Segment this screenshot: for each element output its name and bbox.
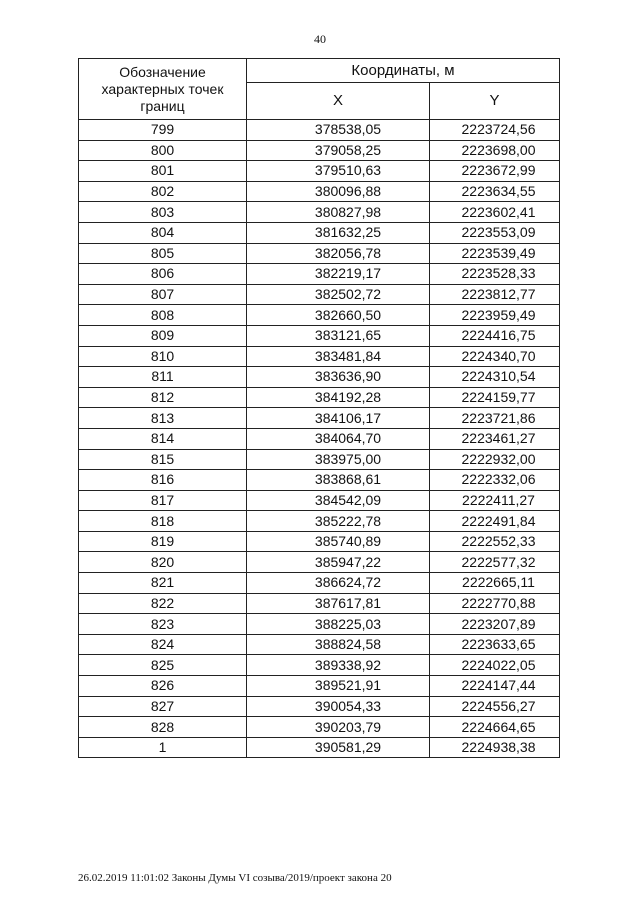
table-row [79, 531, 560, 552]
point-cell: 812 [79, 387, 247, 408]
table-row [79, 634, 560, 655]
table-row [79, 161, 560, 182]
point-cell: 803 [79, 202, 247, 223]
table-row [79, 490, 560, 511]
x-coordinate-cell: 378538,05 [247, 120, 430, 141]
point-cell: 811 [79, 367, 247, 388]
table-row [79, 408, 560, 429]
point-cell: 810 [79, 346, 247, 367]
x-coordinate-cell: 386624,72 [247, 573, 430, 594]
header-y: Y [430, 82, 560, 119]
x-coordinate-cell: 379058,25 [247, 140, 430, 161]
y-coordinate-cell: 2223461,27 [430, 428, 560, 449]
x-coordinate-cell: 390054,33 [247, 696, 430, 717]
x-coordinate-cell: 383975,00 [247, 449, 430, 470]
table-row [79, 325, 560, 346]
table-row [79, 552, 560, 573]
point-cell: 799 [79, 120, 247, 141]
point-cell: 801 [79, 161, 247, 182]
y-coordinate-cell: 2222770,88 [430, 593, 560, 614]
y-coordinate-cell: 2223721,86 [430, 408, 560, 429]
y-coordinate-cell: 2223724,56 [430, 120, 560, 141]
header-coordinates: Координаты, м [247, 59, 560, 83]
point-cell: 804 [79, 222, 247, 243]
table-row [79, 573, 560, 594]
table-row [79, 284, 560, 305]
point-cell: 813 [79, 408, 247, 429]
y-coordinate-cell: 2223959,49 [430, 305, 560, 326]
point-cell: 820 [79, 552, 247, 573]
y-coordinate-cell: 2223633,65 [430, 634, 560, 655]
table-row [79, 614, 560, 635]
x-coordinate-cell: 385740,89 [247, 531, 430, 552]
y-coordinate-cell: 2224416,75 [430, 325, 560, 346]
coordinates-table [78, 58, 560, 758]
table-row [79, 593, 560, 614]
y-coordinate-cell: 2224556,27 [430, 696, 560, 717]
table-row [79, 367, 560, 388]
y-coordinate-cell: 2223553,09 [430, 222, 560, 243]
y-coordinate-cell: 2222332,06 [430, 470, 560, 491]
header-point-designation: Обозначение характерных точек границ [79, 59, 247, 120]
x-coordinate-cell: 382660,50 [247, 305, 430, 326]
x-coordinate-cell: 384542,09 [247, 490, 430, 511]
y-coordinate-cell: 2223634,55 [430, 181, 560, 202]
table-row [79, 222, 560, 243]
x-coordinate-cell: 384192,28 [247, 387, 430, 408]
table-row [79, 264, 560, 285]
x-coordinate-cell: 385947,22 [247, 552, 430, 573]
x-coordinate-cell: 384106,17 [247, 408, 430, 429]
y-coordinate-cell: 2223207,89 [430, 614, 560, 635]
table-row [79, 387, 560, 408]
table-row [79, 243, 560, 264]
point-cell: 815 [79, 449, 247, 470]
y-coordinate-cell: 2222577,32 [430, 552, 560, 573]
y-coordinate-cell: 2224340,70 [430, 346, 560, 367]
point-cell: 1 [79, 737, 247, 758]
point-cell: 805 [79, 243, 247, 264]
x-coordinate-cell: 382219,17 [247, 264, 430, 285]
y-coordinate-cell: 2222411,27 [430, 490, 560, 511]
x-coordinate-cell: 390581,29 [247, 737, 430, 758]
x-coordinate-cell: 379510,63 [247, 161, 430, 182]
x-coordinate-cell: 383868,61 [247, 470, 430, 491]
y-coordinate-cell: 2223528,33 [430, 264, 560, 285]
table-row [79, 428, 560, 449]
point-cell: 822 [79, 593, 247, 614]
point-cell: 806 [79, 264, 247, 285]
x-coordinate-cell: 384064,70 [247, 428, 430, 449]
x-coordinate-cell: 382056,78 [247, 243, 430, 264]
y-coordinate-cell: 2224147,44 [430, 676, 560, 697]
point-cell: 814 [79, 428, 247, 449]
point-cell: 827 [79, 696, 247, 717]
point-cell: 819 [79, 531, 247, 552]
y-coordinate-cell: 2223602,41 [430, 202, 560, 223]
x-coordinate-cell: 387617,81 [247, 593, 430, 614]
x-coordinate-cell: 380827,98 [247, 202, 430, 223]
table-row [79, 181, 560, 202]
x-coordinate-cell: 382502,72 [247, 284, 430, 305]
y-coordinate-cell: 2223672,99 [430, 161, 560, 182]
point-cell: 828 [79, 717, 247, 738]
point-cell: 826 [79, 676, 247, 697]
point-cell: 807 [79, 284, 247, 305]
table-row [79, 470, 560, 491]
x-coordinate-cell: 383636,90 [247, 367, 430, 388]
point-cell: 808 [79, 305, 247, 326]
point-cell: 825 [79, 655, 247, 676]
table-row [79, 305, 560, 326]
x-coordinate-cell: 385222,78 [247, 511, 430, 532]
x-coordinate-cell: 388824,58 [247, 634, 430, 655]
x-coordinate-cell: 389521,91 [247, 676, 430, 697]
point-cell: 809 [79, 325, 247, 346]
y-coordinate-cell: 2223698,00 [430, 140, 560, 161]
table-row [79, 140, 560, 161]
table-row [79, 511, 560, 532]
point-cell: 800 [79, 140, 247, 161]
y-coordinate-cell: 2224159,77 [430, 387, 560, 408]
y-coordinate-cell: 2222932,00 [430, 449, 560, 470]
table-row [79, 696, 560, 717]
header-x: X [247, 82, 430, 119]
y-coordinate-cell: 2224938,38 [430, 737, 560, 758]
x-coordinate-cell: 390203,79 [247, 717, 430, 738]
x-coordinate-cell: 389338,92 [247, 655, 430, 676]
table-row [79, 202, 560, 223]
point-cell: 817 [79, 490, 247, 511]
y-coordinate-cell: 2222552,33 [430, 531, 560, 552]
y-coordinate-cell: 2222665,11 [430, 573, 560, 594]
table-row [79, 120, 560, 141]
x-coordinate-cell: 381632,25 [247, 222, 430, 243]
table-body [79, 120, 560, 758]
point-cell: 802 [79, 181, 247, 202]
table-row [79, 346, 560, 367]
point-cell: 821 [79, 573, 247, 594]
x-coordinate-cell: 380096,88 [247, 181, 430, 202]
table-row [79, 449, 560, 470]
table-row [79, 717, 560, 738]
y-coordinate-cell: 2223539,49 [430, 243, 560, 264]
point-cell: 823 [79, 614, 247, 635]
x-coordinate-cell: 383121,65 [247, 325, 430, 346]
point-cell: 824 [79, 634, 247, 655]
y-coordinate-cell: 2224664,65 [430, 717, 560, 738]
x-coordinate-cell: 388225,03 [247, 614, 430, 635]
y-coordinate-cell: 2222491,84 [430, 511, 560, 532]
document-footer: 26.02.2019 11:01:02 Законы Думы VI созыва/2019/проект закона 20 [78, 872, 392, 884]
x-coordinate-cell: 383481,84 [247, 346, 430, 367]
y-coordinate-cell: 2224310,54 [430, 367, 560, 388]
point-cell: 818 [79, 511, 247, 532]
table-row [79, 737, 560, 758]
table-row [79, 676, 560, 697]
y-coordinate-cell: 2224022,05 [430, 655, 560, 676]
point-cell: 816 [79, 470, 247, 491]
y-coordinate-cell: 2223812,77 [430, 284, 560, 305]
table-row [79, 655, 560, 676]
page-number: 40 [314, 32, 326, 46]
